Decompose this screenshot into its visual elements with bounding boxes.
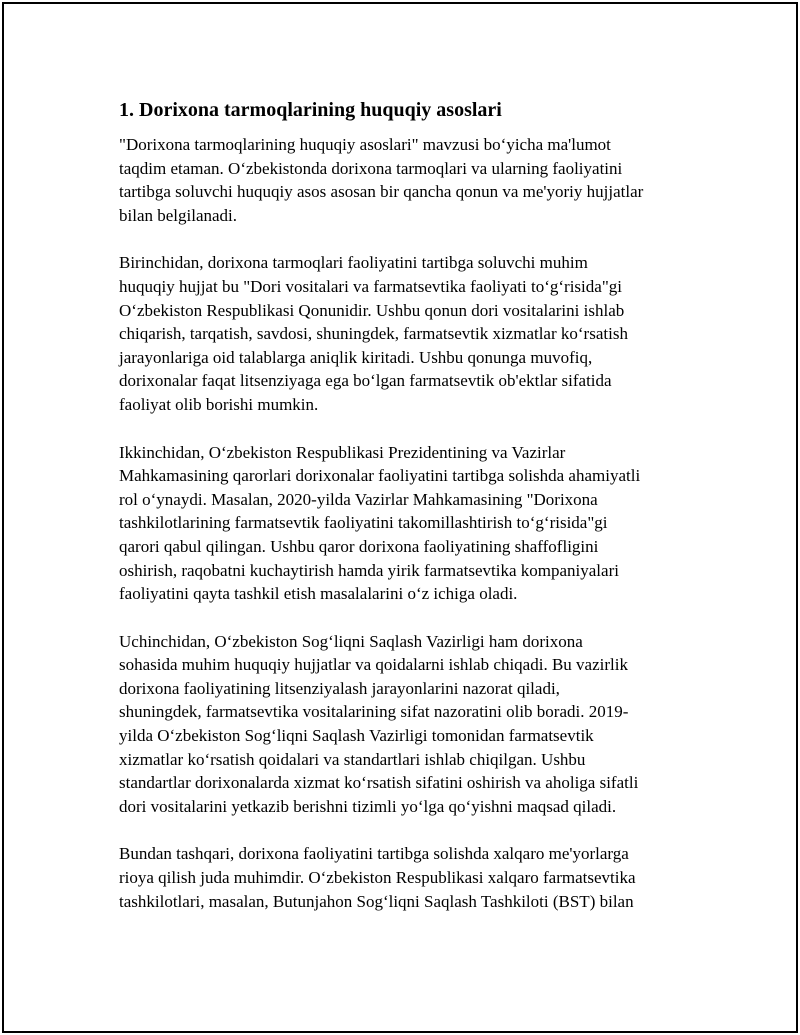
text-line: faoliyat olib borishi mumkin.	[119, 394, 319, 414]
text-line: tashkilotlarining farmatsevtik faoliyatini takomillashtirish to‘g‘risida"gi	[119, 513, 608, 533]
text-line: rol o‘ynaydi. Masalan, 2020-yilda Vazirlar Mahkamasining "Dorixona	[119, 489, 598, 509]
text-line: dorixona faoliyatining litsenziyalash jarayonlarini nazorat qiladi,	[119, 678, 560, 698]
text-line: Bundan tashqari, dorixona faoliyatini tartibga solishda xalqaro me'yorlarga	[119, 844, 629, 864]
text-line: tartibga soluvchi huquqiy asos asosan bir qancha qonun va me'yoriy hujjatlar	[119, 182, 644, 202]
text-line: standartlar dorixonalarda xizmat ko‘rsatish sifatini oshirish va aholiga sifatli	[119, 773, 639, 793]
text-line: Mahkamasining qarorlari dorixonalar faoliyatini tartibga solishda ahamiyatli	[119, 466, 641, 486]
text-line: oshirish, raqobatni kuchaytirish hamda yirik farmatsevtika kompaniyalari	[119, 560, 619, 580]
paragraph-first	[119, 251, 709, 416]
text-line: Ikkinchidan, O‘zbekiston Respublikasi Prezidentining va Vazirlar	[119, 442, 566, 462]
page-frame	[2, 2, 798, 1033]
text-line: taqdim etaman. O‘zbekistonda dorixona tarmoqlari va ularning faoliyatini	[119, 158, 623, 178]
text-line: dorixonalar faqat litsenziyaga ega bo‘lgan farmatsevtik ob'ektlar sifatida	[119, 371, 612, 391]
text-line: O‘zbekiston Respublikasi Qonunidir. Ushbu qonun dori vositalarini ishlab	[119, 300, 625, 320]
section-heading: 1. Dorixona tarmoqlarining huquqiy asoslari	[119, 99, 502, 121]
text-line: chiqarish, tarqatish, savdosi, shuningdek, farmatsevtik xizmatlar ko‘rsatish	[119, 324, 628, 344]
text-line: rioya qilish juda muhimdir. O‘zbekiston Respublikasi xalqaro farmatsevtika	[119, 868, 636, 888]
text-line: "Dorixona tarmoqlarining huquqiy asoslari" mavzusi bo‘yicha ma'lumot	[119, 135, 611, 154]
paragraph-fourth	[119, 842, 709, 913]
text-line: Uchinchidan, O‘zbekiston Sog‘liqni Saqlash Vazirligi ham dorixona	[119, 631, 583, 651]
text-line: yilda O‘zbekiston Sog‘liqni Saqlash Vazirligi tomonidan farmatsevtik	[119, 726, 594, 746]
text-line: qarori qabul qilingan. Ushbu qaror dorixona faoliyatining shaffofligini	[119, 536, 599, 556]
text-line: jarayonlariga oid talablarga aniqlik kiritadi. Ushbu qonunga muvofiq,	[119, 347, 593, 367]
text-line: dori vositalarini yetkazib berishni tizimli yo‘lga qo‘yishni maqsad qiladi.	[119, 796, 617, 816]
paragraph-third	[119, 630, 709, 819]
text-line: Birinchidan, dorixona tarmoqlari faoliyatini tartibga soluvchi muhim	[119, 253, 588, 273]
text-line: faoliyatini qayta tashkil etish masalalarini o‘z ichiga oladi.	[119, 584, 518, 604]
text-line: huquqiy hujjat bu "Dori vositalari va farmatsevtika faoliyati to‘g‘risida"gi	[119, 276, 622, 296]
text-line: bilan belgilanadi.	[119, 205, 238, 225]
text-line: shuningdek, farmatsevtika vositalarining sifat nazoratini olib boradi. 2019-	[119, 702, 629, 722]
paragraph-second	[119, 441, 709, 606]
text-line: sohasida muhim huquqiy hujjatlar va qoidalarni ishlab chiqadi. Bu vazirlik	[119, 655, 628, 675]
paragraph-intro	[119, 133, 709, 227]
text-line: xizmatlar ko‘rsatish qoidalari va standartlari ishlab chiqilgan. Ushbu	[119, 749, 586, 769]
text-line: tashkilotlari, masalan, Butunjahon Sog‘liqni Saqlash Tashkiloti (BST) bilan	[119, 891, 634, 911]
document-body	[119, 97, 709, 937]
